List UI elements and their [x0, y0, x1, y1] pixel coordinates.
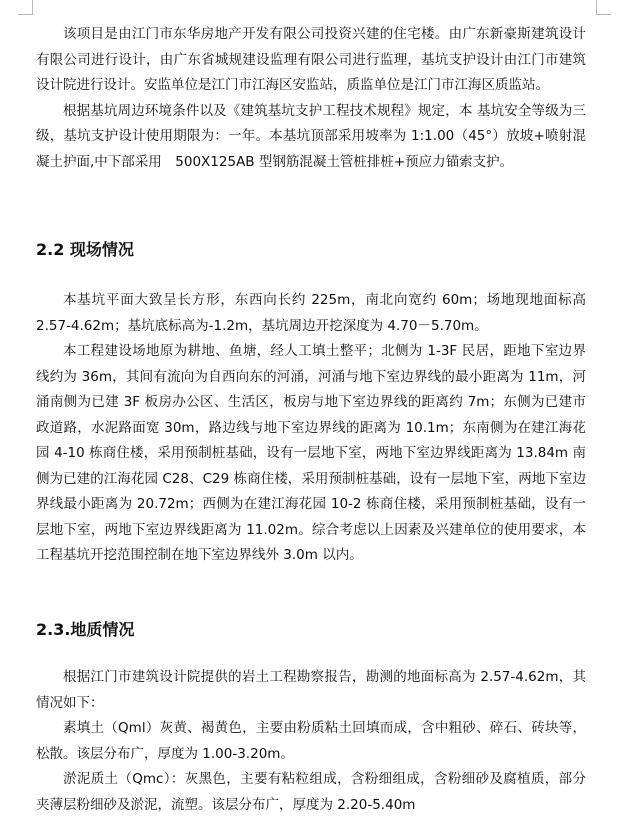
- intro-block: [36, 22, 586, 175]
- geology-paragraph-1: 根据江门市建筑设计院提供的岩土工程勘察报告，勘测的地面标高为 2.57-4.62m，其情况如下：: [36, 669, 586, 711]
- section-heading-site: 2.2 现场情况: [36, 240, 134, 259]
- intro-paragraph-1: 该项目是由江门市东华房地产开发有限公司投资兴建的住宅楼。由广东新豪斯建筑设计有限公司进行设计，由广东省城规建设监理有限公司进行监理，基坑支护设计由江门市建筑设计院进行设计。安监单位是江门市江海区安监站，质监单位是江门市江海区质监站。: [36, 26, 586, 93]
- margin-corner-mark-left: [18, 0, 33, 15]
- intro-paragraph-2: 根据基坑周边环境条件以及《建筑基坑支护工程技术规程》规定，本 基坑安全等级为三级，基坑支护设计使用期限为：一年。本基坑顶部采用坡率为 1:1.00（45°）放坡+喷射混凝土护面,中下部采用 500X125AB 型钢筋混凝土管桩排桩+预应力锚索支护。: [36, 102, 586, 170]
- section-heading-geology: 2.3.地质情况: [36, 620, 135, 639]
- site-paragraph-2: 本工程建设场地原为耕地、鱼塘，经人工填土整平；北侧为 1-3F 民居，距地下室边界线约为 36m，其间有流向为自西向东的河涌，河涌与地下室边界线的最小距离为 11m，河涌南侧为已建 3F 板房办公区、生活区，板房与地下室边界线的距离约 7m；东侧为已建市政道路，水泥路面宽 30m，路边线与地下室边界线的距离为 10.1m；东南侧为在建江海花园 4-10 栋商住楼，采用预制桩基础，设有一层地下室，两地下室边界线距离为 13.84m 南侧为已建的江海花园 C28、C29 栋商住楼，采用预制桩基础，设有一层地下室，两地下室边界线最小距离为 20.72m；西侧为在建江海花园 10-2 栋商住楼，采用预制桩基础，设有一层地下室，两地下室边界线距离为 11.02m。综合考虑以上因素及兴建单位的使用要求，本工程基坑开挖范围控制在地下室边界线外 3.0m 以内。: [36, 343, 586, 563]
- margin-corner-mark-right: [596, 0, 611, 15]
- site-paragraph-1: 本基坑平面大致呈长方形，东西向长约 225m，南北向宽约 60m；场地现地面标高 2.57-4.62m；基坑底标高为-1.2m，基坑周边开挖深度为 4.70－5.70m。: [36, 292, 586, 334]
- geology-paragraph-3: 淤泥质土（Qmc）：灰黑色，主要有粘粒组成，含粉细组成，含粉细砂及腐植质，部分夹薄层粉细砂及淤泥，流塑。该层分布广，厚度为 2.20-5.40m: [36, 771, 586, 813]
- geology-paragraph-2: 素填土（Qml）灰黄、褐黄色，主要由粉质粘土回填而成，含中粗砂、碎石、砖块等，松散。该层分布广，厚度为 1.00-3.20m。: [36, 720, 586, 762]
- geology-block: [36, 665, 586, 818]
- site-conditions-block: [36, 288, 586, 569]
